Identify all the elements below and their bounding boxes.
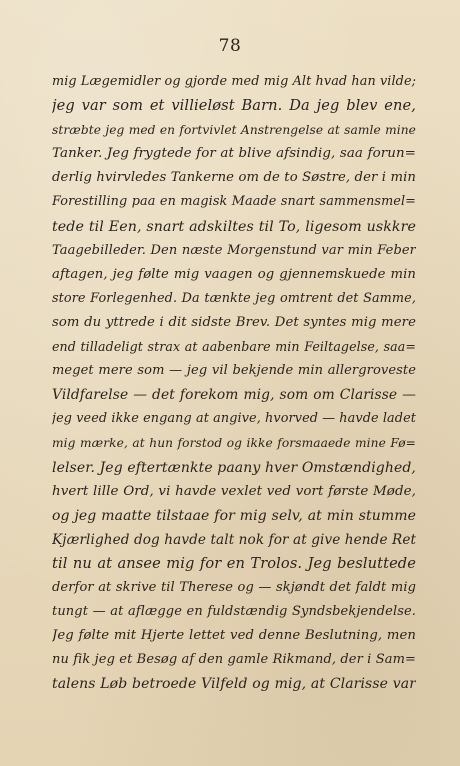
text-line: stræbte jeg med en fortvivlet Anstrengelse at samle mine (52, 123, 416, 138)
text-line: mig Lægemidler og gjorde med mig Alt hvad han vilde; (52, 74, 416, 89)
text-line: jeg var som et villieløst Barn. Da jeg blev ene, (52, 97, 416, 115)
text-line: Kjærlighed dog havde talt nok for at give hende Ret (52, 531, 416, 548)
text-line: derlig hvirvledes Tankerne om de to Søstre, der i min (52, 170, 416, 186)
text-line: Vildfarelse — det forekom mig, som om Clarisse — (52, 387, 416, 404)
text-line: jeg veed ikke engang at angive, hvorved — havde ladet (52, 411, 416, 427)
text-line: som du yttrede i dit sidste Brev. Det syntes mig mere (52, 314, 416, 330)
text-line: mig mærke, at hun forstod og ikke forsmaaede mine Fø= (52, 436, 416, 451)
body-text (52, 70, 416, 696)
text-line: nu fik jeg et Besøg af den gamle Rikmand, der i Sam= (52, 652, 416, 668)
text-line: aftagen, jeg følte mig vaagen og gjennemskuede min (52, 266, 416, 282)
text-line: store Forlegenhed. Da tænkte jeg omtrent det Samme, (52, 290, 416, 306)
text-line: talens Løb betroede Vilfeld og mig, at Clarisse var (52, 676, 416, 693)
text-line: lelser. Jeg eftertænkte paany hver Omstændighed, (52, 459, 416, 476)
text-line: tungt — at aflægge en fuldstændig Syndsbekjendelse. (52, 604, 416, 620)
text-line: Taagebilleder. Den næste Morgenstund var min Feber (52, 242, 416, 258)
text-line: Forestilling paa en magisk Maade snart sammensmel= (52, 194, 416, 210)
page-number: 78 (218, 36, 242, 56)
text-line: hvert lille Ord, vi havde vexlet ved vort første Møde, (52, 483, 416, 499)
text-line: meget mere som — jeg vil bekjende min allergroveste (52, 363, 416, 379)
text-line: Jeg følte mit Hjerte lettet ved denne Beslutning, men (52, 628, 416, 644)
text-line: end tilladeligt strax at aabenbare min Feiltagelse, saa= (52, 339, 416, 355)
text-line: derfor at skrive til Therese og — skjøndt det faldt mig (52, 579, 416, 595)
text-line: til nu at ansee mig for en Trolos. Jeg besluttede (52, 554, 416, 572)
text-line: Tanker. Jeg frygtede for at blive afsindig, saa forun= (52, 146, 416, 162)
text-line: og jeg maatte tilstaae for mig selv, at min stumme (52, 507, 416, 524)
text-line: tede til Een, snart adskiltes til To, ligesom uskkre (52, 218, 416, 235)
